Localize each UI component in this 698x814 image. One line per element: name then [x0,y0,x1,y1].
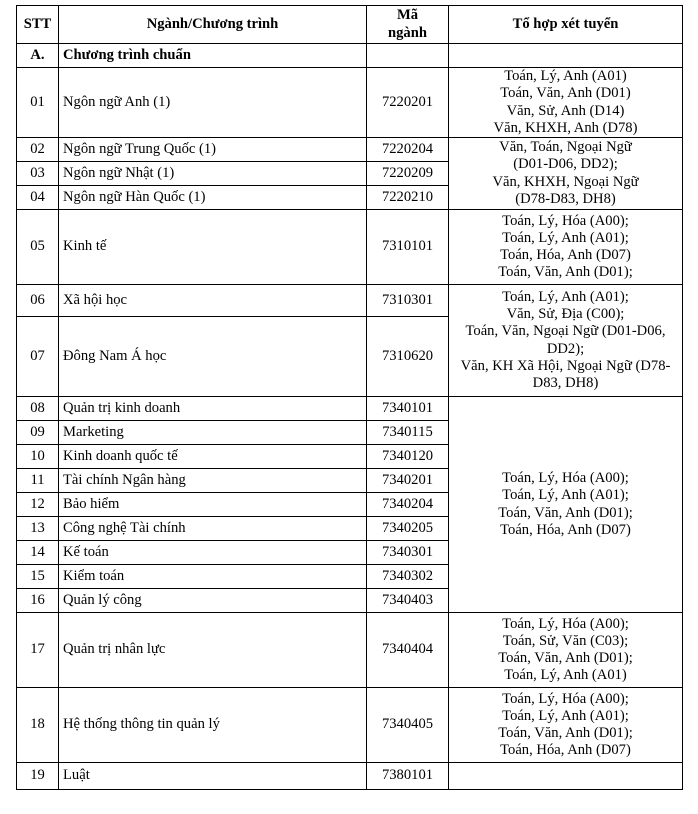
combo-line: Văn, Sử, Anh (D14) [506,102,625,119]
combo-cell [449,688,683,763]
combo-line: Toán, Lý, Hóa (A00); [502,470,629,487]
combo-line: Toán, Lý, Anh (A01); [502,288,629,305]
header-stt: STT [17,6,59,44]
table-row: 13 Công nghệ Tài chính 7340205 [17,517,683,541]
table-row: 11 Tài chính Ngân hàng 7340201 [17,469,683,493]
header-code: Mã ngành [367,6,449,44]
table-row: 19 Luật 7380101 [17,763,683,790]
table-row: 02 Ngôn ngữ Trung Quốc (1) 7220204 Văn, Toán, Ngoại Ngữ (D01-D06, DD2); Văn, KHXH, Ngoại Ngữ (D78-D83, DH8) [17,138,683,162]
combo-line: Văn, Sử, Địa (C00); [506,306,625,323]
header-program: Ngành/Chương trình [59,6,367,44]
combo-line: Văn, KH Xã Hội, Ngoại Ngữ (D78- [460,357,671,374]
table-row: 04 Ngôn ngữ Hàn Quốc (1) 7220210 [17,186,683,210]
combo-cell [449,138,683,210]
combo-line: Toán, Văn, Anh (D01); [498,264,633,281]
section-title: Chương trình chuẩn [59,44,367,68]
section-label: A. [17,44,59,68]
combo-line: Toán, Văn, Ngoại Ngữ (D01-D06, [465,323,666,340]
combo-line: Toán, Lý, Anh (A01) [504,68,627,85]
table-row: 07 Đông Nam Á học 7310620 [17,317,683,397]
section-row [17,44,683,68]
combo-cell [449,397,683,613]
combo-line: Văn, Toán, Ngoại Ngữ [499,139,632,156]
admission-table [16,5,683,790]
table-row: 17 Quản trị nhân lực 7340404 Toán, Lý, Hóa (A00); Toán, Sử, Văn (C03); Toán, Văn, Anh (D01); Toán, Lý, Anh (A01) [17,613,683,688]
combo-line: Toán, Lý, Hóa (A00); [502,690,629,707]
table-row: 09 Marketing 7340115 [17,421,683,445]
combo-line: Văn, KHXH, Anh (D78) [493,119,638,136]
combo-line: Toán, Hóa, Anh (D07) [500,521,631,538]
table-row: 01 Ngôn ngữ Anh (1) 7220201 Toán, Lý, Anh (A01) Toán, Văn, Anh (D01) Văn, Sử, Anh (D14) Văn, KHXH, Anh (D78) [17,68,683,138]
combo-cell [449,613,683,688]
table-row: 08 Quản trị kinh doanh 7340101 Toán, Lý, Hóa (A00); Toán, Lý, Anh (A01); Toán, Văn, Anh (D01); Toán, Hóa, Anh (D07) [17,397,683,421]
combo-line: Toán, Lý, Anh (A01) [504,667,627,684]
table-row: 12 Bảo hiểm 7340204 [17,493,683,517]
combo-line: Toán, Lý, Anh (A01); [502,229,629,246]
table-row: 14 Kế toán 7340301 [17,541,683,565]
combo-line: Văn, KHXH, Ngoại Ngữ [492,173,639,190]
combo-line: Toán, Văn, Anh (D01); [498,725,633,741]
combo-cell [449,210,683,285]
combo-line: Toán, Sử, Văn (C03); [502,632,629,649]
combo-line: Toán, Văn, Anh (D01); [498,504,633,521]
table-row: 05 Kinh tế 7310101 Toán, Lý, Hóa (A00); Toán, Lý, Anh (A01); Toán, Hóa, Anh (D07) Toán, Văn, Anh (D01); [17,210,683,285]
header-combos: Tổ hợp xét tuyển [449,6,683,44]
combo-cell [449,68,683,138]
combo-line: Toán, Văn, Anh (D01) [500,85,631,102]
combo-cell [449,763,683,790]
combo-line: D83, DH8) [532,374,599,391]
combo-line: Toán, Lý, Hóa (A00); [502,212,629,229]
combo-line: (D01-D06, DD2); [513,156,618,173]
combo-line: Toán, Lý, Hóa (A00); [502,615,629,632]
table-row: 16 Quản lý công 7340403 [17,589,683,613]
combo-cell [449,285,683,397]
header-row [17,6,683,44]
table-row: 06 Xã hội học 7310301 Toán, Lý, Anh (A01); Văn, Sử, Địa (C00); Toán, Văn, Ngoại Ngữ (D01-D06, DD2); Văn, KH Xã Hội, Ngoại Ngữ (D78- D83, DH8) [17,285,683,317]
combo-line: Toán, Hóa, Anh (D07) [500,247,631,263]
combo-line: DD2); [546,340,585,357]
table-row: 10 Kinh doanh quốc tế 7340120 [17,445,683,469]
combo-line: Toán, Lý, Anh (A01); [502,487,629,504]
combo-line: Toán, Lý, Anh (A01); [502,707,629,724]
combo-line: Toán, Văn, Anh (D01); [498,650,633,666]
combo-line: Toán, Hóa, Anh (D07) [500,742,631,759]
table-row: 03 Ngôn ngữ Nhật (1) 7220209 [17,162,683,186]
combo-line: (D78-D83, DH8) [515,190,616,207]
table-row: 18 Hệ thống thông tin quản lý 7340405 Toán, Lý, Hóa (A00); Toán, Lý, Anh (A01); Toán, Văn, Anh (D01); Toán, Hóa, Anh (D07) [17,688,683,763]
table-row: 15 Kiểm toán 7340302 [17,565,683,589]
